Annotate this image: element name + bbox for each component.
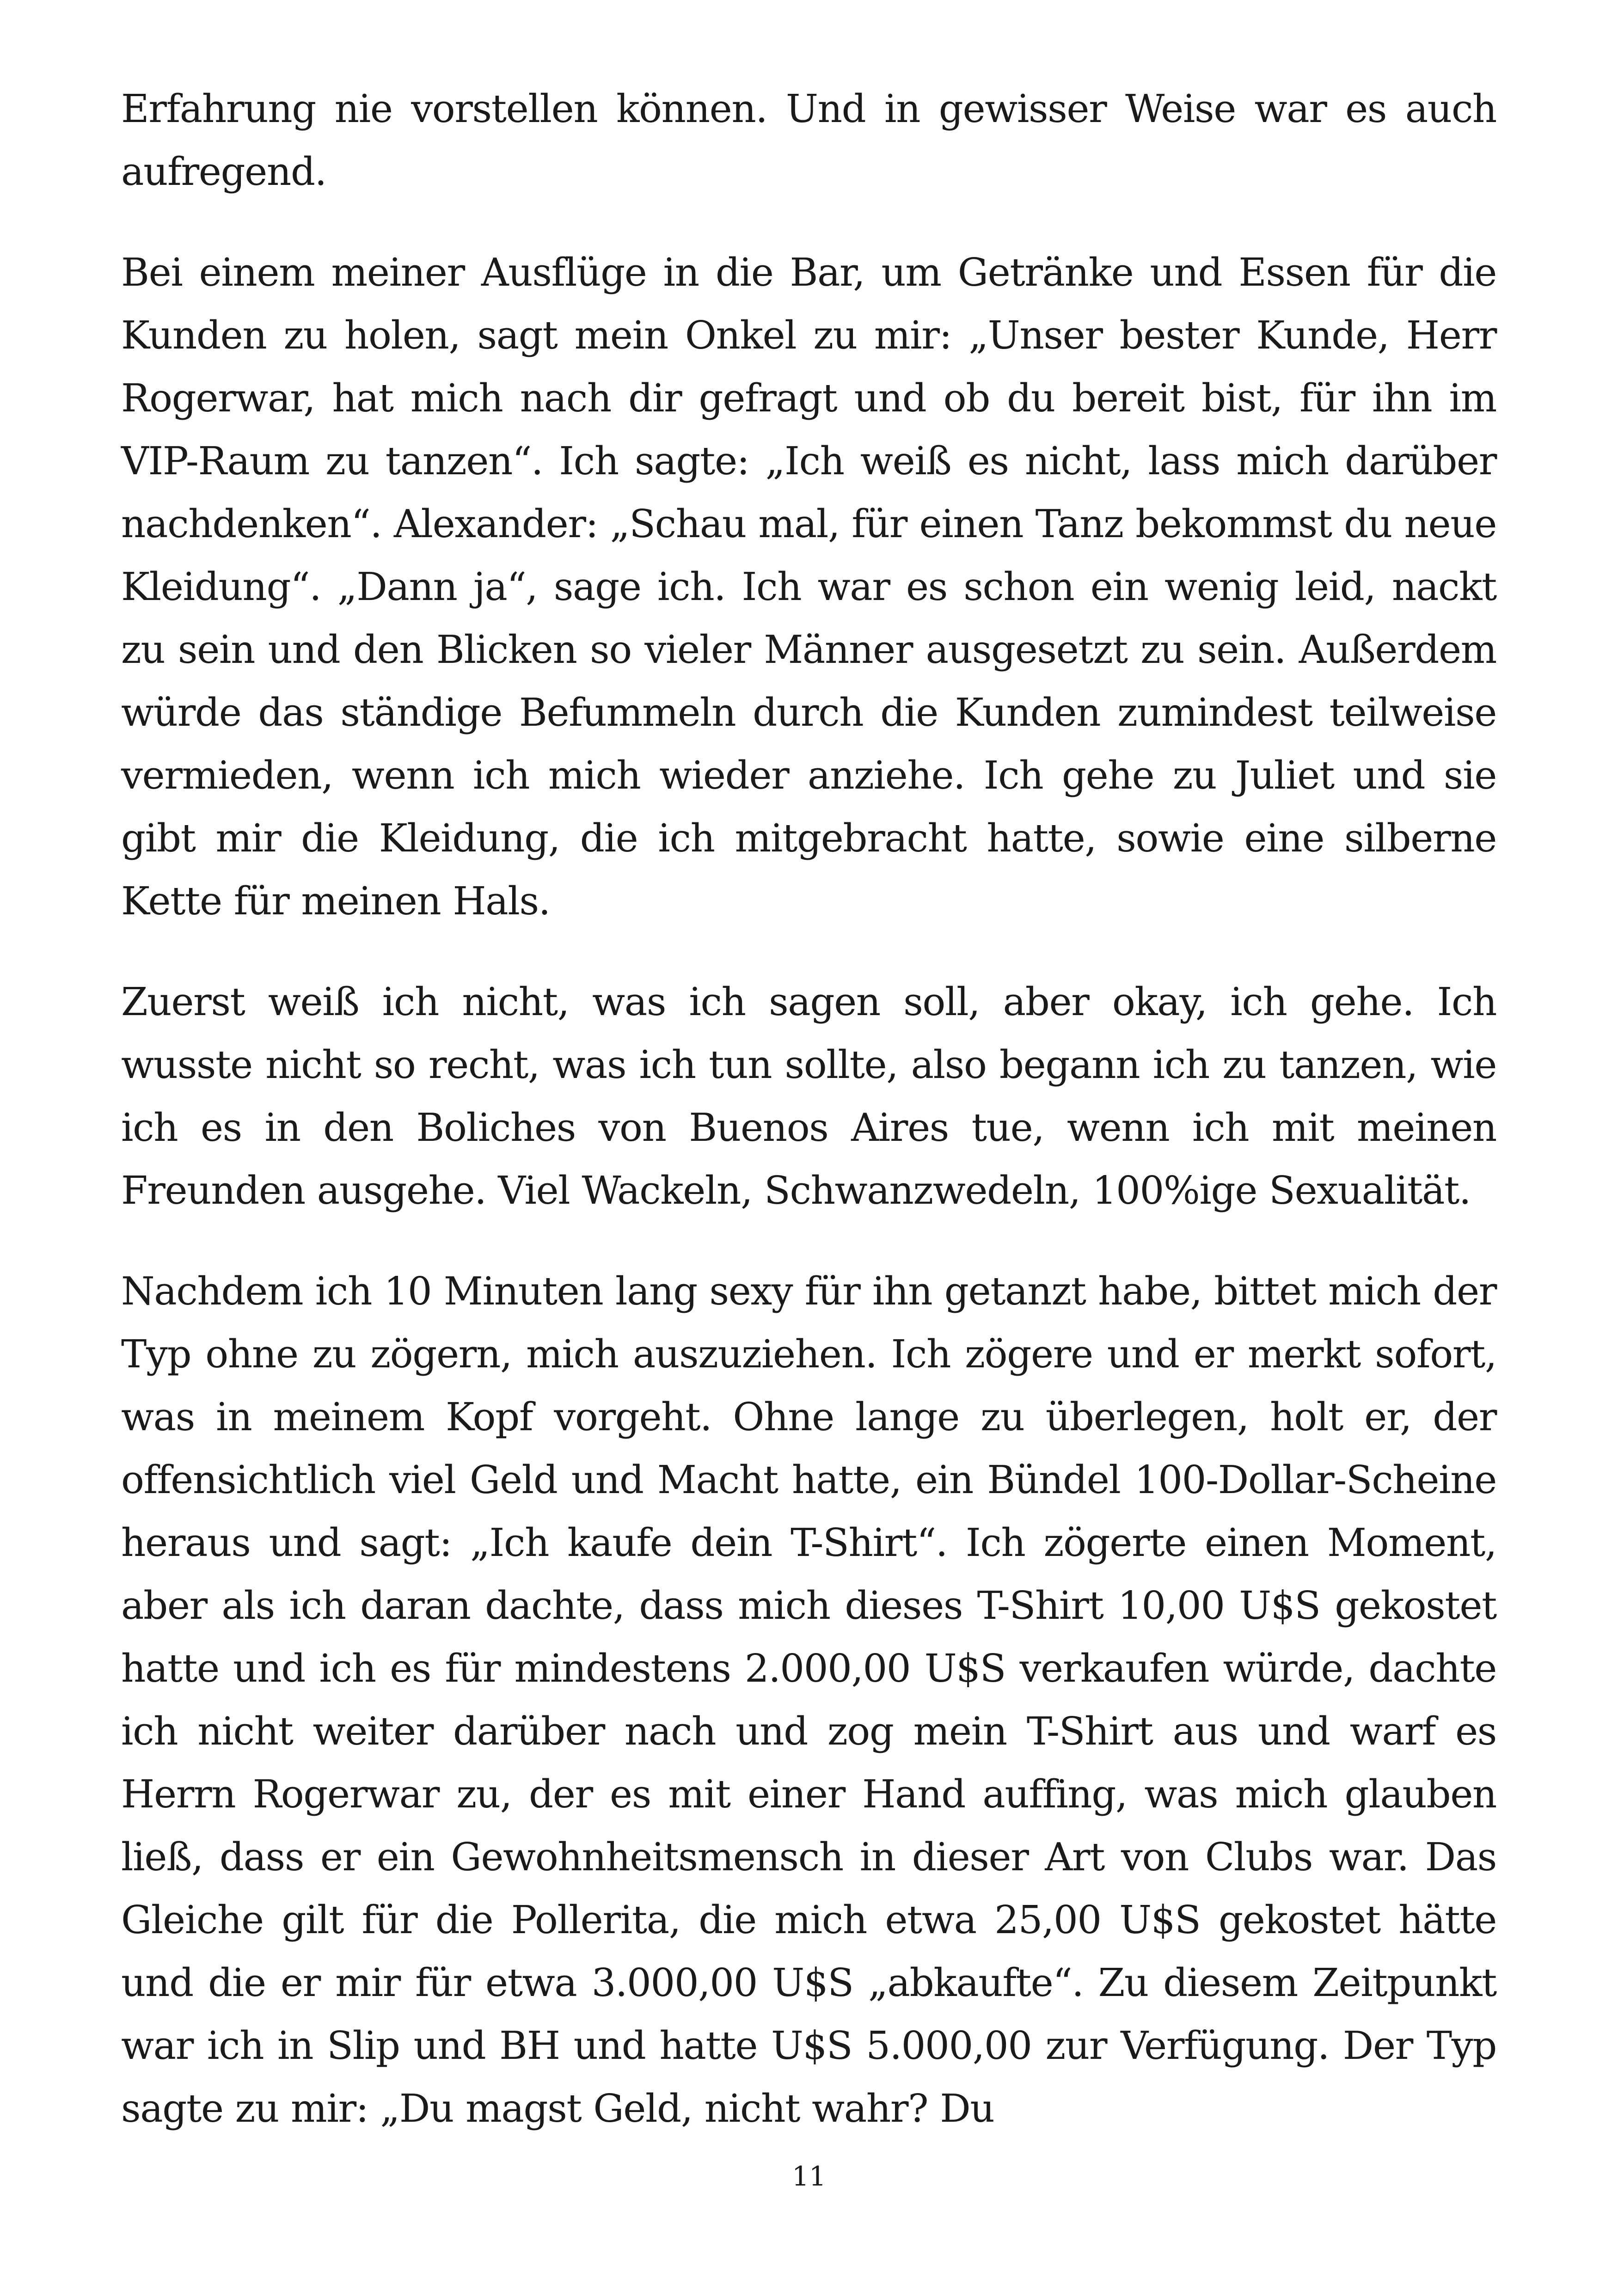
page-body <box>121 78 1496 2178</box>
paragraph-1: Erfahrung nie vorstellen können. Und in gewisser Weise war es auch aufregend. <box>121 86 1496 194</box>
paragraph-3: Zuerst weiß ich nicht, was ich sagen soll, aber okay, ich gehe. Ich wusste nicht so recht, was ich tun sollte, also begann ich zu tanzen, wie ich es in den Boliches von Buenos Aires tue, wenn ich mit meinen Freunden ausgehe. Viel Wackeln, Schwanzwedeln, 100%ige Sexualität. <box>121 980 1496 1213</box>
paragraph-2: Bei einem meiner Ausflüge in die Bar, um Getränke und Essen für die Kunden zu holen, sagt mein Onkel zu mir: „Unser bester Kunde, Herr Rogerwar, hat mich nach dir gefragt und ob du bereit bist, für ihn im VIP-Raum zu tanzen“. Ich sagte: „Ich weiß es nicht, lass mich darüber nachdenken“. Alexander: „Schau mal, für einen Tanz bekommst du neue Kleidung“. „Dann ja“, sage ich. Ich war es schon ein wenig leid, nackt zu sein und den Blicken so vieler Männer ausgesetzt zu sein. Außerdem würde das ständige Befummeln durch die Kunden zumindest teilweise vermieden, wenn ich mich wieder anziehe. Ich gehe zu Juliet und sie gibt mir die Kleidung, die ich mitgebracht hatte, sowie eine silberne Kette für meinen Hals. <box>121 250 1496 924</box>
page-number: 11 <box>792 2161 826 2192</box>
paragraph-4: Nachdem ich 10 Minuten lang sexy für ihn getanzt habe, bittet mich der Typ ohne zu zögern, mich auszuziehen. Ich zögere und er merkt sofort, was in meinem Kopf vorgeht. Ohne lange zu überlegen, holt er, der offensichtlich viel Geld und Macht hatte, ein Bündel 100-Dollar-Scheine heraus und sagt: „Ich kaufe dein T-Shirt“. Ich zögerte einen Moment, aber als ich daran dachte, dass mich dieses T-Shirt 10,00 U$S gekostet hatte und ich es für mindestens 2.000,00 U$S verkaufen würde, dachte ich nicht weiter darüber nach und zog mein T-Shirt aus und warf es Herrn Rogerwar zu, der es mit einer Hand auffing, was mich glauben ließ, dass er ein Gewohnheitsmensch in dieser Art von Clubs war. Das Gleiche gilt für die Pollerita, die mich etwa 25,00 U$S gekostet hätte und die er mir für etwa 3.000,00 U$S „abkaufte“. Zu diesem Zeitpunkt war ich in Slip und BH und hatte U$S 5.000,00 zur Verfügung. Der Typ sagte zu mir: „Du magst Geld, nicht wahr? Du <box>121 1269 1496 2131</box>
